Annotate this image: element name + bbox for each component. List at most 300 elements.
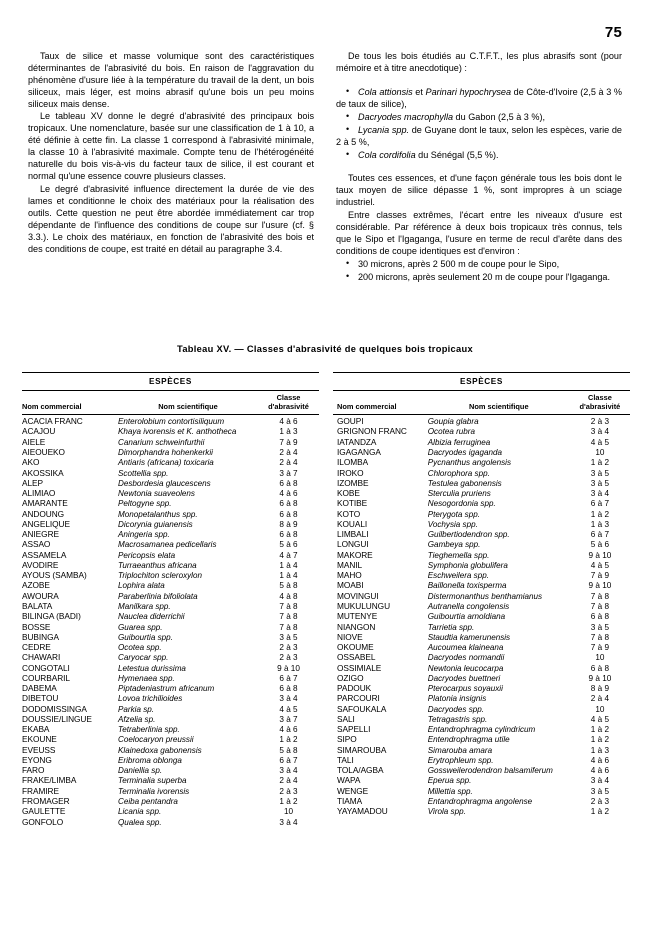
table-row [333,704,630,714]
column-header-class-line2: d'abrasivité [579,401,621,411]
cell-abrasivity-class: 1 à 3 [279,427,298,437]
cell-scientific-name: Ocotea spp. [118,643,162,653]
cell-commercial-name: ANIEGRE [22,529,59,540]
cell-scientific-name: Pycnanthus angolensis [427,458,512,468]
cell-abrasivity-class: 4 à 6 [590,755,610,765]
cell-abrasivity-class: 6 à 7 [279,673,298,683]
body-text-columns [28,50,622,283]
cell-commercial-name: MAHO [337,570,362,581]
table-row [22,570,319,580]
list-item [336,110,622,123]
cell-scientific-name: Dacryodes igaganda [427,447,503,457]
cell-commercial-name: AKOSSIKA [22,467,64,478]
cell-commercial-name: CONGOTALI [22,662,70,673]
table-row [333,745,630,755]
table-body-right [333,416,630,816]
cell-commercial-name: KOUALI [337,518,368,529]
cell-scientific-name: Monopetalanthus spp. [118,509,198,519]
cell-scientific-name: Albizia ferruginea [427,437,491,447]
cell-commercial-name: AWOURA [22,590,59,601]
table-row [22,786,319,796]
species-name: Dacryodes macrophylla [358,112,454,123]
cell-abrasivity-class: 1 à 2 [590,509,610,519]
cell-abrasivity-class: 7 à 8 [279,622,298,632]
cell-commercial-name: CEDRE [22,642,51,653]
cell-scientific-name: Peltogyne spp. [118,499,172,509]
cell-commercial-name: EVEUSS [22,744,56,755]
table-row [333,724,630,734]
cell-abrasivity-class: 2 à 3 [590,417,610,427]
cell-scientific-name: Distermonanthus benthamianus [427,591,543,601]
paragraph: Toutes ces essences, et d'une façon générale tous les bois dont le taux moyen de silice dépasse 1 %, sont impropres à un sciage industriel. [336,173,622,208]
column-header-commercial: Nom commercial [337,402,397,412]
paragraph: Entre classes extrêmes, l'écart entre les niveaux d'usure est considérable. Par référence à deux bois tropicaux très connus, tels que le Sipo et l'Igaganga, l'usure en terme de recul d'arête dans des conditions de coupe identiques est d'environ : [336,209,622,256]
cell-commercial-name: ALEP [22,477,44,488]
table-row [22,693,319,703]
table-row [22,457,319,467]
cell-scientific-name: Sterculia pruriens [427,489,491,499]
cell-abrasivity-class: 7 à 8 [590,591,610,601]
cell-commercial-name: ASSAO [22,539,51,550]
column-header-class [570,394,630,411]
table-row [22,447,319,457]
cell-scientific-name: Testulea gabonensis [427,478,502,488]
cell-scientific-name: Vochysia spp. [427,519,478,529]
cell-scientific-name: Turraeanthus africana [118,560,197,570]
table-row [22,673,319,683]
table-row [333,611,630,621]
cell-commercial-name: PADOUK [337,683,372,694]
cell-scientific-name: Staudtia kamerunensis [427,632,511,642]
table-row [333,498,630,508]
table-row [333,550,630,560]
cell-abrasivity-class: 10 [595,653,605,663]
list-item [336,123,622,148]
table-row [333,622,630,632]
table-row [333,652,630,662]
cell-commercial-name: OSSIMIALE [337,662,382,673]
cell-abrasivity-class: 2 à 4 [279,458,298,468]
cell-scientific-name: Triplochiton scleroxylon [118,571,202,581]
cell-abrasivity-class: 6 à 8 [590,612,610,622]
cell-commercial-name: KOTO [337,508,361,519]
table-row [22,498,319,508]
cell-scientific-name: Enterolobium contortisiliquum [118,417,225,427]
list-item-text: du Sénégal (5,5 %). [415,150,499,161]
cell-scientific-name: Platonia insignis [427,694,487,704]
cell-abrasivity-class: 9 à 10 [277,663,300,673]
cell-scientific-name: Dicorynia guianensis [118,519,193,529]
cell-commercial-name: OZIGO [337,672,364,683]
cell-abrasivity-class: 1 à 4 [279,571,298,581]
table-row [333,683,630,693]
cell-commercial-name: ASSAMELA [22,549,67,560]
column-header-class-line1: Classe [587,393,612,402]
cell-scientific-name: Virola spp. [427,807,466,817]
cell-scientific-name: Lophira alata [118,581,165,591]
bullet-list-wear-values [336,257,622,283]
cell-scientific-name: Aningeria spp. [118,530,170,540]
cell-abrasivity-class: 3 à 7 [279,468,298,478]
cell-abrasivity-class: 3 à 4 [279,766,298,776]
left-text-column [28,50,314,283]
cell-abrasivity-class: 2 à 3 [279,786,298,796]
table-row [22,663,319,673]
cell-scientific-name: Letestua durissima [118,663,186,673]
cell-commercial-name: EYONG [22,754,52,765]
cell-commercial-name: WAPA [337,775,361,786]
table-row [22,601,319,611]
table-row [22,539,319,549]
cell-scientific-name: Simarouba amara [427,745,493,755]
cell-abrasivity-class: 7 à 9 [590,571,610,581]
table-row [333,416,630,426]
table-row [333,642,630,652]
cell-scientific-name: Tieghemella spp. [427,550,490,560]
cell-abrasivity-class: 1 à 3 [590,745,610,755]
cell-abrasivity-class: 6 à 7 [279,755,298,765]
cell-commercial-name: BALATA [22,600,53,611]
cell-commercial-name: MANIL [337,559,363,570]
cell-abrasivity-class: 4 à 8 [279,591,298,601]
cell-abrasivity-class: 7 à 8 [279,612,298,622]
table-column-headers [333,391,630,414]
cell-scientific-name: Tetraberlinia spp. [118,725,180,735]
cell-scientific-name: Tarrietia spp. [427,622,475,632]
cell-commercial-name: ANGELIQUE [22,518,70,529]
table-row [333,468,630,478]
cell-abrasivity-class: 8 à 9 [590,684,610,694]
cell-abrasivity-class: 5 à 6 [590,540,610,550]
table-row [333,755,630,765]
cell-scientific-name: Scottellia spp. [118,468,169,478]
table-row [333,478,630,488]
cell-abrasivity-class: 1 à 4 [279,560,298,570]
cell-scientific-name: Klainedoxa gabonensis [118,745,202,755]
cell-scientific-name: Paraberlinia bifoliolata [118,591,198,601]
cell-commercial-name: NIANGON [337,621,376,632]
cell-scientific-name: Piptadeniastrum africanum [118,684,215,694]
cell-scientific-name: Eperua spp. [427,776,472,786]
table-row [333,601,630,611]
cell-abrasivity-class: 1 à 2 [590,735,610,745]
cell-scientific-name: Desbordesia glaucescens [118,478,211,488]
cell-scientific-name: Entendrophragma utile [427,735,510,745]
cell-commercial-name: MUTENYE [337,611,378,622]
abrasivity-table [22,372,630,827]
cell-scientific-name: Khaya ivorensis et K. anthotheca [118,427,237,437]
cell-scientific-name: Nauclea diderrichii [118,612,185,622]
table-row [22,519,319,529]
cell-abrasivity-class: 10 [595,704,605,714]
table-row [333,529,630,539]
table-row [333,663,630,673]
table-row [333,591,630,601]
cell-abrasivity-class: 2 à 3 [279,643,298,653]
cell-commercial-name: AKO [22,457,40,468]
cell-scientific-name: Erytrophleum spp. [427,755,494,765]
table-caption: Tableau XV. — Classes d'abrasivité de quelques bois tropicaux [177,344,473,354]
species-name: Cola cordifolia [358,150,416,161]
cell-commercial-name: ACACIA FRANC [22,416,83,427]
cell-scientific-name: Millettia spp. [427,786,473,796]
cell-abrasivity-class: 3 à 4 [279,694,298,704]
cell-abrasivity-class: 4 à 6 [279,417,298,427]
cell-abrasivity-class: 2 à 3 [279,653,298,663]
cell-commercial-name: YAYAMADOU [337,806,388,817]
table-row [22,622,319,632]
cell-scientific-name: Daniellia sp. [118,766,163,776]
cell-scientific-name: Pterocarpus soyauxii [427,684,503,694]
cell-commercial-name: EKOUNE [22,734,57,745]
cell-commercial-name: ILOMBA [337,457,369,468]
cell-commercial-name: EKABA [22,724,50,735]
cell-commercial-name: DABEMA [22,683,57,694]
table-row [22,796,319,806]
cell-scientific-name: Aucoumea klaineana [427,643,504,653]
table-row [333,426,630,436]
cell-scientific-name: Terminalia ivorensis [118,786,190,796]
cell-abrasivity-class: 5 à 8 [279,745,298,755]
column-header-class-line1: Classe [276,393,301,402]
cell-scientific-name: Tetragastris spp. [427,714,488,724]
cell-scientific-name: Coelocaryon preussii [118,735,194,745]
cell-abrasivity-class: 10 [283,807,294,817]
cell-scientific-name: Dacryodes normandii [427,653,505,663]
cell-commercial-name: FRAMIRE [22,785,59,796]
table-row [22,426,319,436]
cell-scientific-name: Dimorphandra hohenkerkii [118,447,213,457]
table-row [333,775,630,785]
table-row [22,755,319,765]
cell-abrasivity-class: 3 à 4 [590,427,610,437]
cell-commercial-name: DIBETOU [22,693,59,704]
cell-abrasivity-class: 7 à 8 [279,601,298,611]
cell-abrasivity-class: 2 à 4 [279,447,298,457]
cell-abrasivity-class: 4 à 6 [590,766,610,776]
table-row [22,724,319,734]
list-item: • 30 microns, après 2 500 m de coupe pour le Sipo, [336,257,622,270]
cell-commercial-name: TIAMA [337,796,363,807]
cell-abrasivity-class: 3 à 5 [279,632,298,642]
column-header-class [258,394,319,411]
cell-abrasivity-class: 6 à 7 [590,499,610,509]
table-row [333,714,630,724]
cell-commercial-name: MAKORE [337,549,373,560]
cell-abrasivity-class: 2 à 3 [590,797,610,807]
table-row [333,806,630,816]
cell-scientific-name: Parkia sp. [118,704,154,714]
cell-commercial-name: FROMAGER [22,796,70,807]
cell-scientific-name: Eribroma oblonga [118,755,182,765]
cell-commercial-name: ANDOUNG [22,508,65,519]
column-header-scientific: Nom scientifique [158,402,218,412]
cell-abrasivity-class: 7 à 9 [590,643,610,653]
table-row [22,591,319,601]
list-item-text: du Gabon (2,5 à 3 %), [453,112,546,123]
table-row [333,632,630,642]
cell-commercial-name: OKOUME [337,642,374,653]
cell-scientific-name: Canarium schweinfurthii [118,437,205,447]
table-row [22,765,319,775]
cell-scientific-name: Guilbertiodendron spp. [427,530,510,540]
table-body-left [22,416,319,827]
table-body-rule [22,414,319,415]
cell-abrasivity-class: 3 à 4 [590,776,610,786]
cell-commercial-name: SAPELLI [337,724,371,735]
table-row [22,775,319,785]
cell-abrasivity-class: 3 à 4 [279,817,298,827]
cell-abrasivity-class: 3 à 5 [590,478,610,488]
cell-commercial-name: KOTIBE [337,498,368,509]
species-name: Lycania spp. [358,125,410,136]
cell-abrasivity-class: 9 à 10 [588,673,612,683]
cell-commercial-name: LONGUI [337,539,369,550]
cell-abrasivity-class: 7 à 9 [279,437,298,447]
table-row [333,437,630,447]
cell-commercial-name: BUBINGA [22,631,59,642]
cell-abrasivity-class: 1 à 2 [590,725,610,735]
cell-abrasivity-class: 3 à 4 [590,489,610,499]
cell-abrasivity-class: 5 à 8 [279,581,298,591]
cell-commercial-name: TOLA/AGBA [337,765,384,776]
cell-abrasivity-class: 2 à 4 [590,694,610,704]
table-row [22,468,319,478]
cell-commercial-name: AYOUS (SAMBA) [22,570,87,581]
table-row [333,734,630,744]
cell-commercial-name: PARCOURI [337,693,380,704]
cell-abrasivity-class: 1 à 2 [590,458,610,468]
cell-commercial-name: IATANDZA [337,436,377,447]
table-row [333,570,630,580]
table-row [22,652,319,662]
table-row [333,539,630,549]
cell-scientific-name: Hymenaea spp. [118,673,175,683]
cell-scientific-name: Ocotea rubra [427,427,476,437]
cell-abrasivity-class: 4 à 5 [590,560,610,570]
cell-abrasivity-class: 6 à 8 [590,663,610,673]
paragraph: Taux de silice et masse volumique sont des caractéristiques déterminantes de l'abrasivité du bois. En raison de l'aggravation du phénomène d'usure liée à la température du travail de la dent, un bois siliceux, mais léger, est moins abrasif qu'une bois un peu moins siliceux mais dense. [28,51,314,110]
cell-abrasivity-class: 4 à 7 [279,550,298,560]
cell-abrasivity-class: 4 à 6 [279,725,298,735]
table-row [333,457,630,467]
cell-commercial-name: FARO [22,765,45,776]
cell-scientific-name: Macrosamanea pedicellaris [118,540,217,550]
cell-abrasivity-class: 4 à 5 [590,437,610,447]
cell-commercial-name: AIELE [22,436,46,447]
cell-abrasivity-class: 3 à 5 [590,622,610,632]
table-row [333,509,630,519]
table-row [333,488,630,498]
table-group-header: ESPÈCES [460,377,503,386]
cell-scientific-name: Ceiba pentandra [118,797,178,807]
list-item-text: de Guyane dont le taux, selon les espèces, varie de 2 à 5 %, [336,125,622,148]
table-left-half [22,372,319,827]
table-row [333,765,630,775]
table-row [22,714,319,724]
list-item [336,148,622,161]
cell-commercial-name: BILINGA (BADI) [22,611,81,622]
cell-commercial-name: AIEOUEKO [22,446,65,457]
cell-commercial-name: AVODIRE [22,559,59,570]
cell-abrasivity-class: 6 à 8 [279,530,298,540]
cell-abrasivity-class: 3 à 7 [279,714,298,724]
cell-scientific-name: Terminalia superba [118,776,187,786]
cell-abrasivity-class: 6 à 8 [279,499,298,509]
cell-abrasivity-class: 2 à 4 [279,776,298,786]
cell-scientific-name: Pterygota spp. [427,509,480,519]
paragraph: De tous les bois étudiés au C.T.F.T., les plus abrasifs sont (pour mémoire et à titre anecdotique) : [336,51,622,74]
list-item-text: de Côte-d'Ivoire (2,5 à 3 % de taux de silice), [336,87,622,110]
column-header-commercial: Nom commercial [22,402,82,412]
species-name: Parinari hypochrysea [425,87,512,98]
cell-commercial-name: MOABI [337,580,364,591]
cell-scientific-name: Guibourtia arnoldiana [427,612,506,622]
cell-scientific-name: Licania spp. [118,807,162,817]
cell-commercial-name: WENGE [337,785,369,796]
cell-scientific-name: Guibourtia spp. [118,632,173,642]
cell-commercial-name: TALI [337,754,354,765]
cell-abrasivity-class: 9 à 10 [588,581,612,591]
table-row [22,437,319,447]
table-row [333,796,630,806]
table-row [22,416,319,426]
cell-abrasivity-class: 4 à 6 [279,489,298,499]
list-item: • 200 microns, après seulement 20 m de coupe pour l'Igaganga. [336,270,622,283]
cell-commercial-name: GONFOLO [22,816,64,827]
table-right-half [333,372,630,827]
table-row [22,734,319,744]
cell-scientific-name: Nesogordonia spp. [427,499,496,509]
cell-scientific-name: Antiaris (africana) toxicaria [118,458,214,468]
cell-scientific-name: Baillonella toxisperma [427,581,507,591]
cell-scientific-name: Entandrophragma cylindricum [427,725,536,735]
cell-abrasivity-class: 6 à 8 [279,478,298,488]
cell-commercial-name: MUKULUNGU [337,600,391,611]
cell-commercial-name: AMARANTE [22,498,68,509]
table-row [22,704,319,714]
cell-scientific-name: Pericopsis elata [118,550,176,560]
table-row [22,683,319,693]
table-row [333,560,630,570]
table-row [22,509,319,519]
cell-commercial-name: DODOMISSINGA [22,703,87,714]
cell-abrasivity-class: 4 à 5 [279,704,298,714]
cell-commercial-name: ACAJOU [22,426,56,437]
right-text-column [336,50,622,283]
cell-commercial-name: IGAGANGA [337,446,381,457]
cell-abrasivity-class: 10 [595,447,605,457]
cell-abrasivity-class: 6 à 8 [279,684,298,694]
cell-commercial-name: GRIGNON FRANC [337,426,407,437]
table-group-header: ESPÈCES [149,377,192,386]
table-row [22,632,319,642]
table-row [333,693,630,703]
cell-scientific-name: Eschweilera spp. [427,571,489,581]
cell-scientific-name: Manilkara spp. [118,601,171,611]
table-row [22,642,319,652]
species-name: Cola attionsis [358,87,413,98]
cell-scientific-name: Caryocar spp. [118,653,169,663]
table-row [22,488,319,498]
cell-scientific-name: Gambeya spp. [427,540,481,550]
cell-scientific-name: Afzelia sp. [118,714,156,724]
cell-commercial-name: IZOMBE [337,477,369,488]
table-row [22,745,319,755]
cell-commercial-name: ALIMIAO [22,488,56,499]
cell-commercial-name: OSSABEL [337,652,376,663]
cell-scientific-name: Entandrophragma angolense [427,797,533,807]
